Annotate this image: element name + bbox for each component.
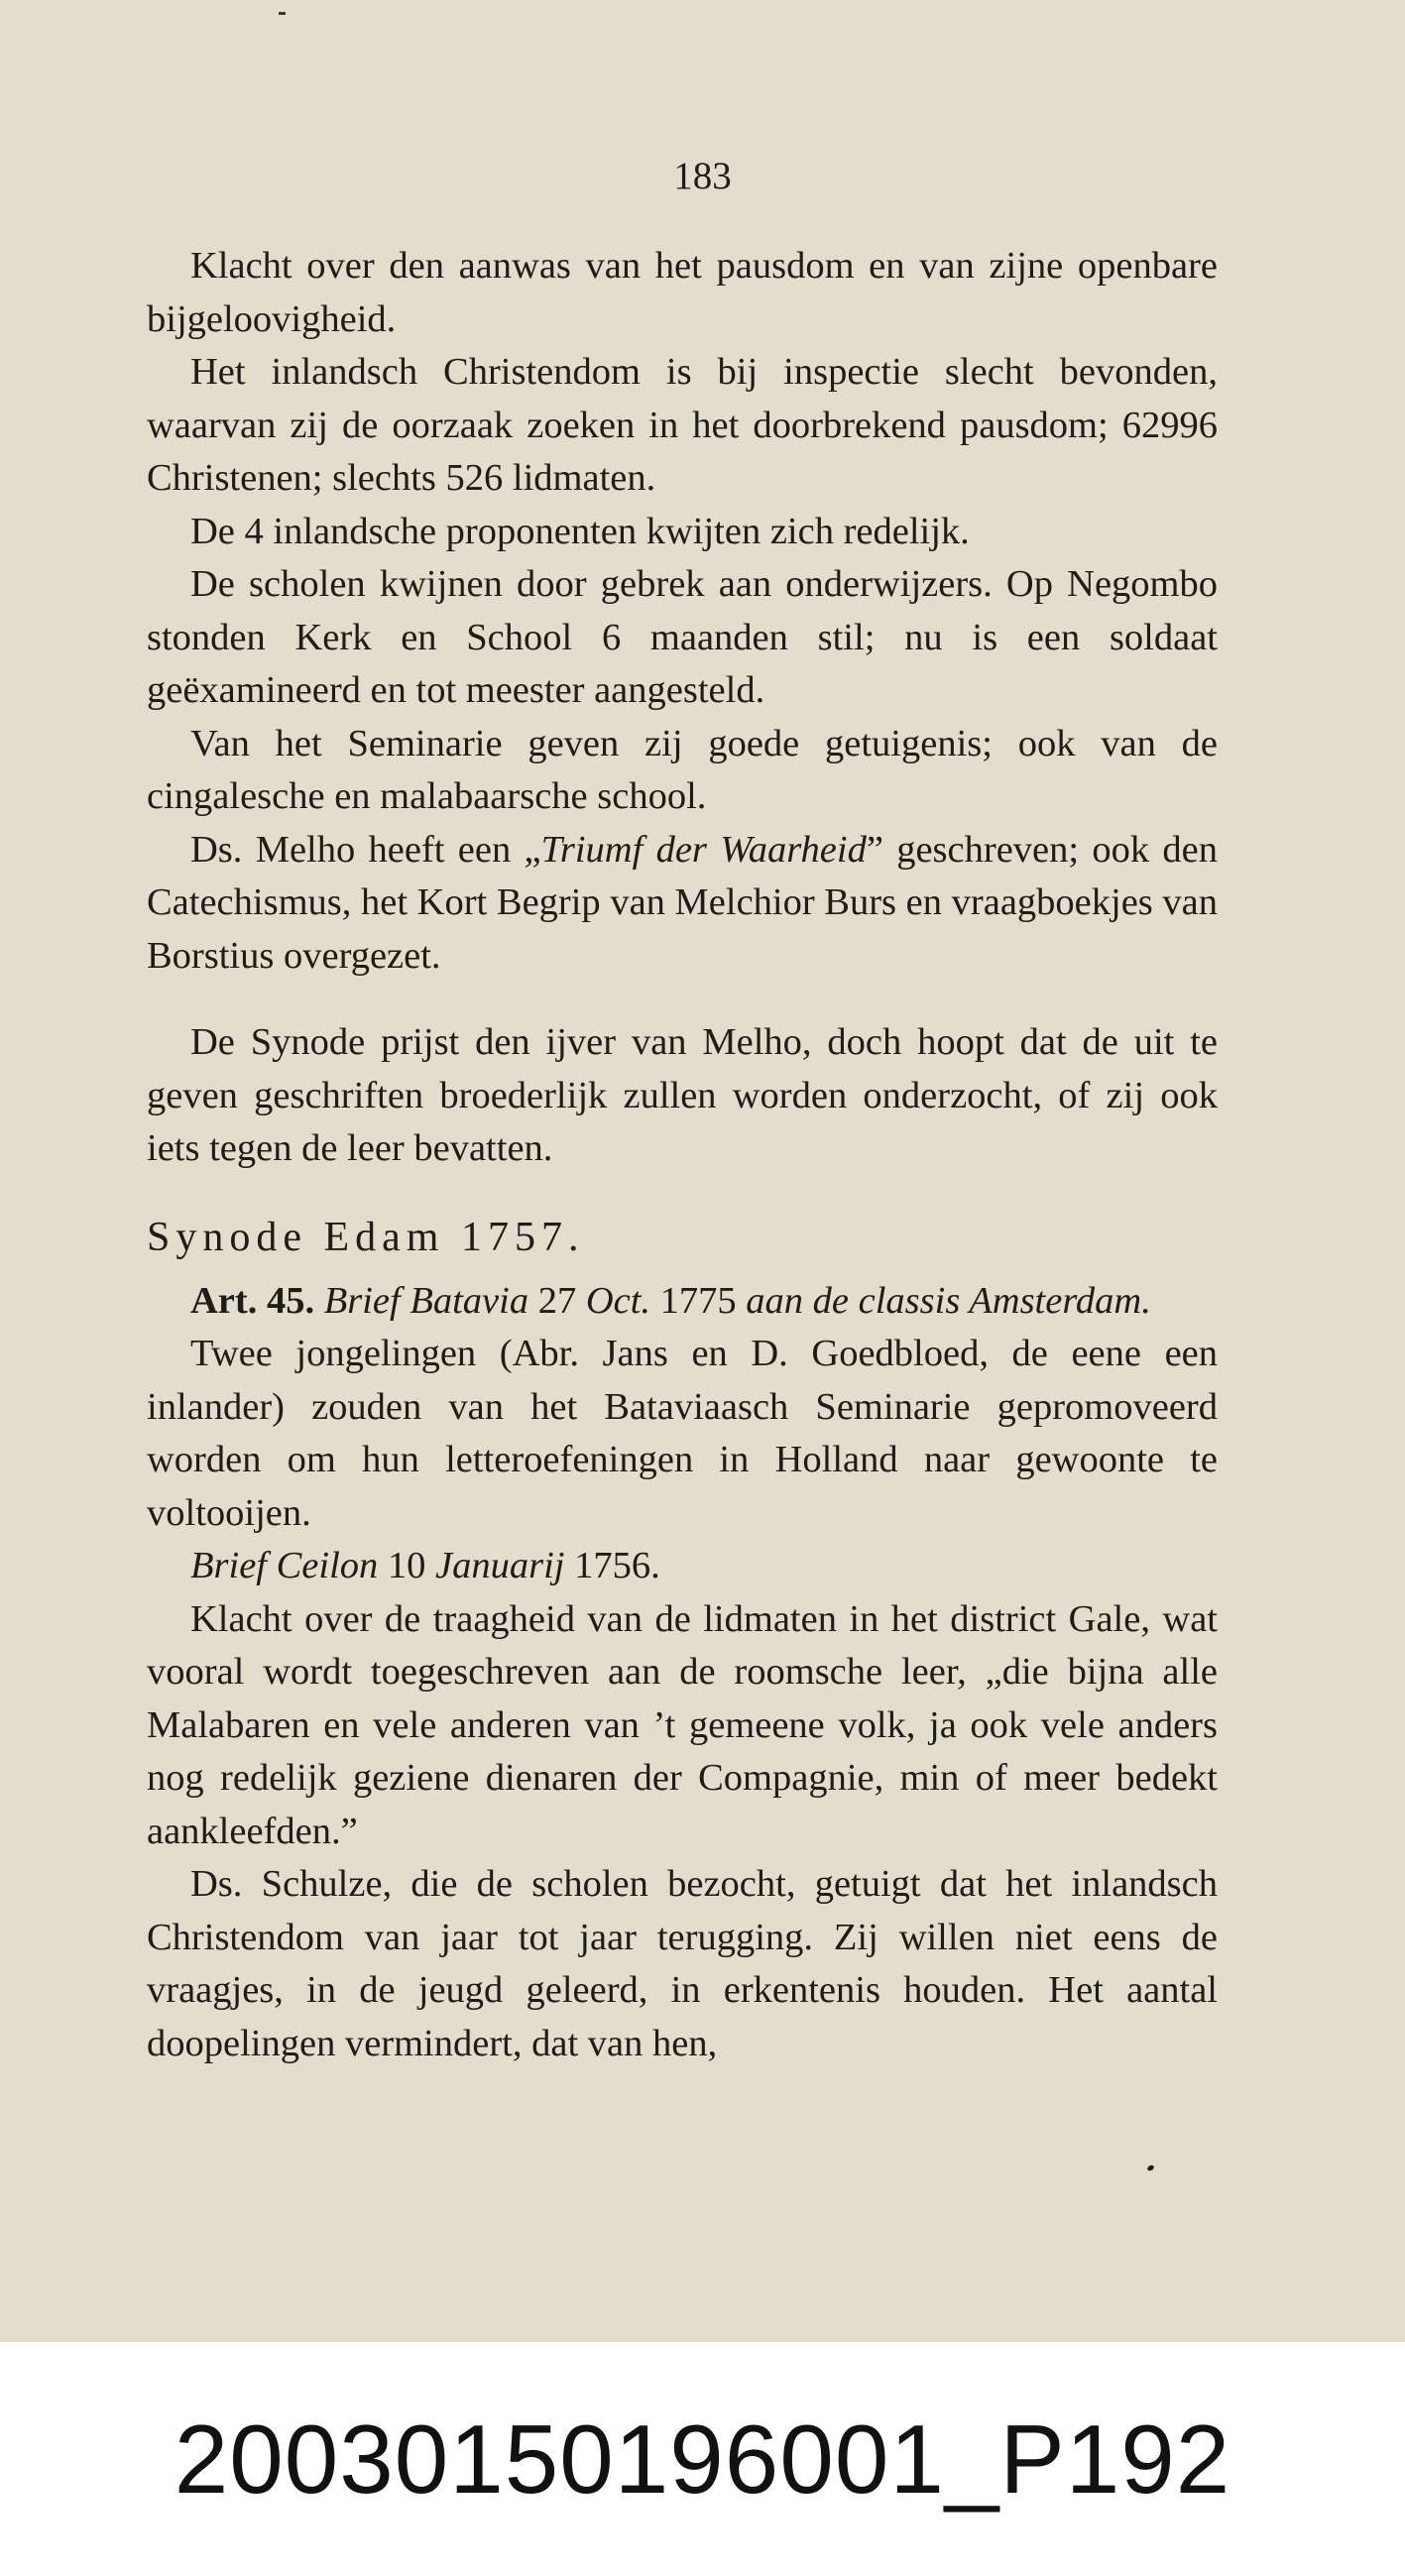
book-title: Triumf der Waarheid [540, 828, 867, 871]
page-number: 183 [673, 155, 732, 197]
text-run: ” geschreven; ook den Catechismus, het Kort Begrip van Melchior Burs en vraagboekjes van Borstius overgezet. [147, 828, 1218, 977]
text-run: 1756. [574, 1545, 660, 1586]
text-run: Ds. Melho heeft een „ [190, 828, 541, 871]
scan-mark [279, 12, 286, 15]
text-run: Oct. [585, 1279, 651, 1322]
text-run: aan de classis Amsterdam. [746, 1279, 1151, 1322]
page-body [147, 240, 1218, 2070]
paragraph: Het inlandsch Christendom is bij inspectie slecht bevonden, waarvan zij de oorzaak zoeken in het doorbrekend pausdom; 62996 Christenen; slechts 526 lidmaten. [147, 351, 1218, 499]
text-run: 1775 [659, 1279, 737, 1322]
text-run: 27 [537, 1279, 577, 1322]
paragraph: Twee jongelingen (Abr. Jans en D. Goedbloed, de eene een inlander) zouden van het Bataviaasch Seminarie gepromoveerd worden om hun letteroefeningen in Holland naar gewoonte te voltooijen. [147, 1333, 1218, 1534]
letter-heading [147, 1540, 1218, 1593]
ink-speck [1146, 2165, 1155, 2172]
paragraph: De Synode prijst den ijver van Melho, doch hoopt dat de uit te geven geschriften broederlijk zullen worden onderzocht, of zij ook iets tegen de leer bevatten. [147, 1021, 1218, 1169]
paragraph: Klacht over den aanwas van het pausdom en van zijne openbare bijgeloovigheid. [147, 245, 1218, 340]
article-paragraph [147, 1275, 1218, 1329]
text-run: Januarij [435, 1545, 565, 1586]
section-heading: Synode Edam 1757. [147, 1214, 585, 1260]
paragraph: Van het Seminarie geven zij goede getuigenis; ook van de cingalesche en malabaarsche school. [147, 722, 1218, 817]
paragraph: De 4 inlandsche proponenten kwijten zich redelijk. [190, 510, 970, 552]
paragraph [147, 824, 1218, 984]
paragraph: Ds. Schulze, die de scholen bezocht, getuigt dat het inlandsch Christendom van jaar tot jaar terugging. Zij willen niet eens de vraagjes, in de jeugd geleerd, in erkentenis houden. Het aantal doopelingen vermindert, dat van hen, [147, 1863, 1218, 2064]
paragraph: De scholen kwijnen door gebrek aan onderwijzers. Op Negombo stonden Kerk en School 6 maanden stil; nu is een soldaat geëxamineerd en tot meester aangesteld. [147, 563, 1218, 711]
text-run: 10 [387, 1545, 426, 1586]
archive-id-label: 20030150196001_P192 [174, 2403, 1231, 2514]
paragraph: Klacht over de traagheid van de lidmaten in het district Gale, wat vooral wordt toegeschreven aan de roomsche leer, „die bijna alle Malabaren en vele anderen van ’t gemeene volk, ja ook vele anders nog redelijk geziene dienaren der Compagnie, min of meer bedekt aankleefden.” [147, 1597, 1218, 1852]
article-label: Art. 45. [190, 1279, 315, 1322]
text-run: Brief Ceilon [190, 1545, 379, 1586]
text-run: Brief Batavia [323, 1279, 529, 1322]
